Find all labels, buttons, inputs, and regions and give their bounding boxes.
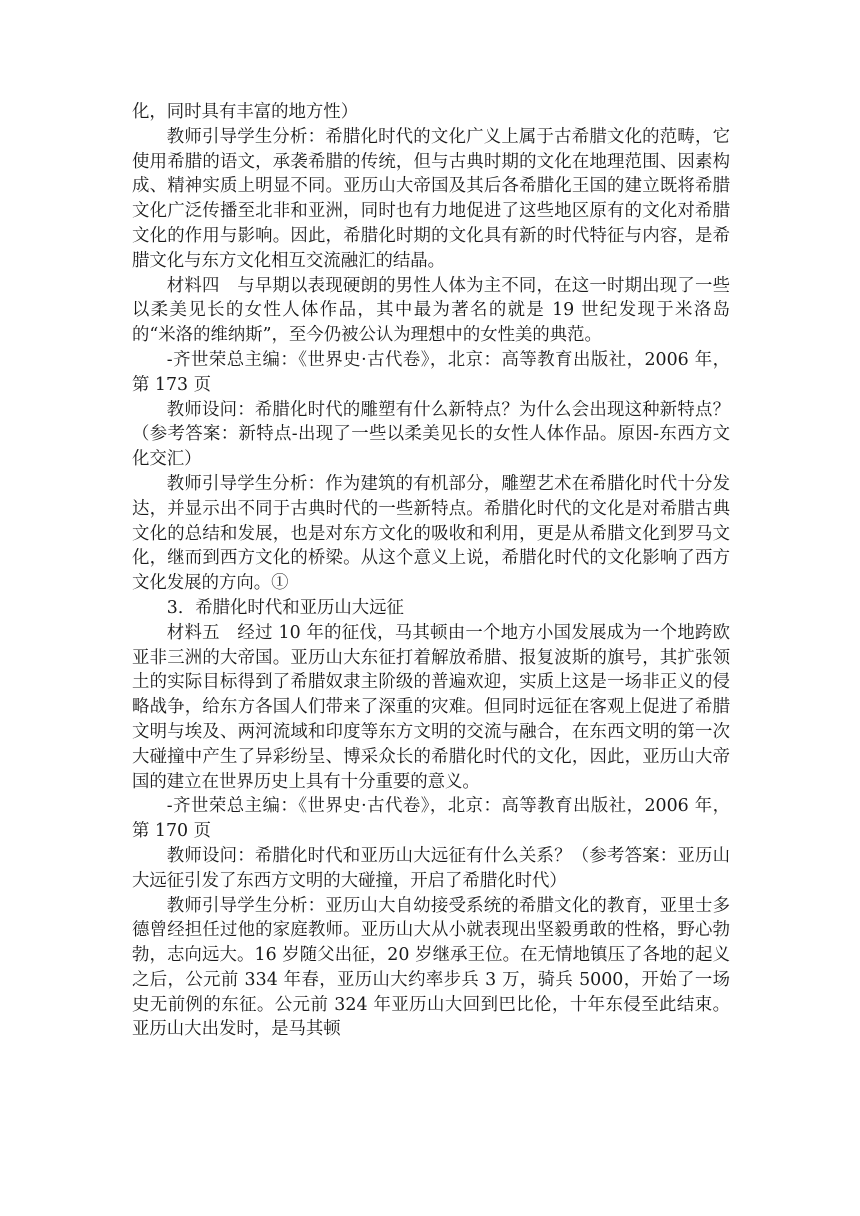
citation-material-four: -齐世荣总主编：《世界史·古代卷》，北京：高等教育出版社，2006 年，第 173 页	[132, 349, 730, 395]
paragraph-question-sculpture: 教师设问：希腊化时代的雕塑有什么新特点？为什么会出现这种新特点？（参考答案：新特点-出现了一些以柔美见长的女性人体作品。原因-东西方文化交汇）	[132, 399, 730, 470]
section-heading: 3．希腊化时代和亚历山大远征	[166, 597, 404, 618]
paragraph-material-four: 材料四 与早期以表现硬朗的男性人体为主不同，在这一时期出现了一些以柔美见长的女性人体作品，其中最为著名的就是 19 世纪发现于米洛岛的“米洛的维纳斯”，至今仍被公认为理想中的女性美的典范。	[132, 275, 730, 346]
paragraph-material-five: 材料五 经过 10 年的征伐，马其顿由一个地方小国发展成为一个地跨欧亚非三洲的大帝国。亚历山大东征打着解放希腊、报复波斯的旗号，其扩张领土的实际目标得到了希腊奴隶主阶级的普遍欢迎，实质上这是一场非正义的侵略战争，给东方各国人们带来了深重的灾难。但同时远征在客观上促进了希腊文明与埃及、两河流域和印度等东方文明的交流与融合，在东西文明的第一次大碰撞中产生了异彩纷呈、博采众长的希腊化时代的文化，因此，亚历山大帝国的建立在世界历史上具有十分重要的意义。	[132, 622, 730, 792]
paragraph-continuation: 化，同时具有丰富的地方性）	[132, 102, 359, 122]
document-body	[132, 100, 730, 1042]
paragraph-question-expedition: 教师设问：希腊化时代和亚历山大远征有什么关系？（参考答案：亚历山大远征引发了东西方文明的大碰撞，开启了希腊化时代）	[132, 845, 730, 891]
paragraph-analysis-alexander: 教师引导学生分析：亚历山大自幼接受系统的希腊文化的教育，亚里士多德曾经担任过他的家庭教师。亚历山大从小就表现出坚毅勇敢的性格，野心勃勃，志向远大。16 岁随父出征，20 岁继承王位。在无情地镇压了各地的起义之后，公元前 334 年春，亚历山大约率步兵 3 万，骑兵 5000，开始了一场史无前例的东征。公元前 324 年亚历山大回到巴比伦，十年东侵至此结束。亚历山大出发时，是马其顿	[132, 895, 730, 1040]
citation-material-five: -齐世荣总主编：《世界史·古代卷》，北京：高等教育出版社，2006 年，第 170 页	[132, 796, 730, 842]
paragraph-analysis-sculpture: 教师引导学生分析：作为建筑的有机部分，雕塑艺术在希腊化时代十分发达，并显示出不同于古典时代的一些新特点。希腊化时代的文化是对希腊古典文化的总结和发展，也是对东方文化的吸收和利用，更是从希腊文化到罗马文化，继而到西方文化的桥梁。从这个意义上说，希腊化时代的文化影响了西方文化发展的方向。①	[132, 473, 730, 594]
paragraph-analysis-culture: 教师引导学生分析：希腊化时代的文化广义上属于古希腊文化的范畴，它使用希腊的语文，承袭希腊的传统，但与古典时期的文化在地理范围、因素构成、精神实质上明显不同。亚历山大帝国及其后各希腊化王国的建立既将希腊文化广泛传播至北非和亚洲，同时也有力地促进了这些地区原有的文化对希腊文化的作用与影响。因此，希腊化时期的文化具有新的时代特征与内容，是希腊文化与东方文化相互交流融汇的结晶。	[132, 126, 730, 271]
